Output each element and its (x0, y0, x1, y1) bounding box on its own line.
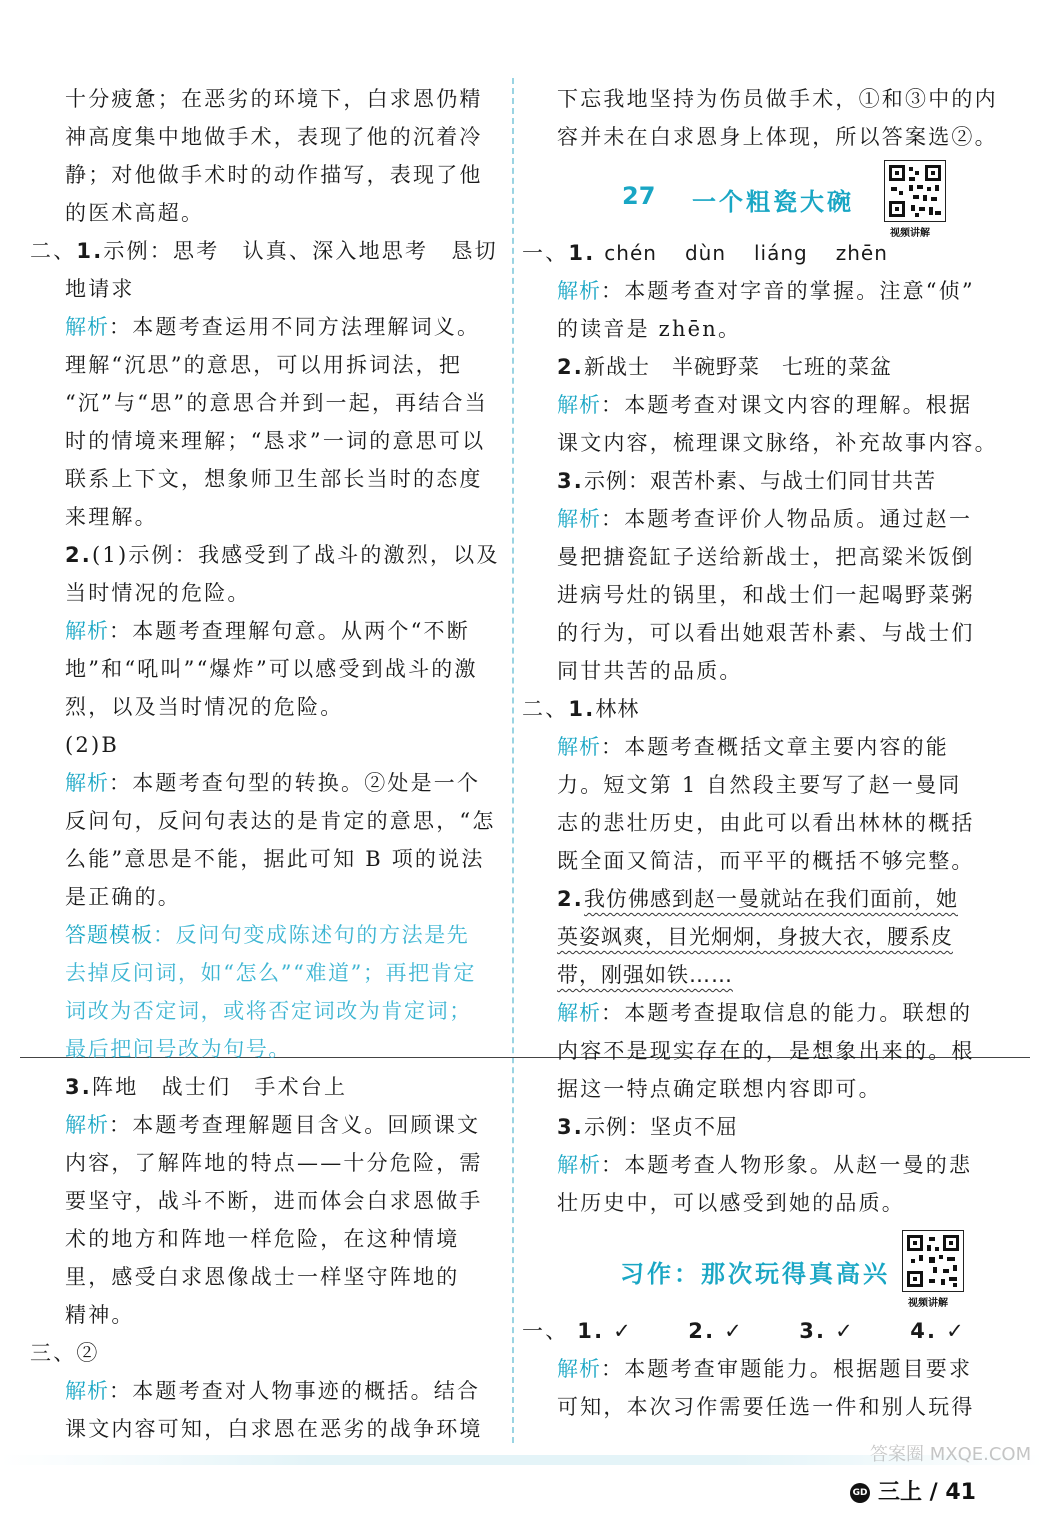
section-label: 一、 (522, 1319, 569, 1343)
text-line: 神高度集中地做手术，表现了他的沉着冷 (65, 125, 483, 149)
analysis-text: ：本题考查运用不同方法理解词义。 (109, 315, 481, 339)
answer-text: 带，刚强如铁…… (557, 963, 733, 987)
analysis-line (522, 1146, 992, 1184)
question-number: 3. (65, 1075, 92, 1099)
left-column (30, 80, 500, 1448)
question-number: 1. (568, 697, 596, 721)
analysis-tag: 解析 (65, 771, 109, 795)
analysis-line (30, 308, 500, 346)
question-number: 2. (557, 355, 584, 379)
analysis-tag: 解析 (557, 279, 601, 303)
column-divider (512, 78, 514, 1443)
question-number: 3. (799, 1319, 827, 1343)
analysis-line: “沉”与“思”的意思合并到一起，再结合当 (65, 391, 488, 415)
answer-text: 英姿飒爽，目光炯炯，身披大衣，腰系皮 (557, 925, 953, 949)
edition-badge-icon: GD (850, 1483, 870, 1503)
template-tag: 答题模板 (65, 923, 153, 947)
analysis-line: 精神。 (65, 1303, 135, 1327)
analysis-tag: 解析 (65, 315, 109, 339)
text-line: 容并未在白求恩身上体现，所以答案选②。 (557, 125, 998, 149)
analysis-line: 么能”意思是不能，据此可知 B 项的说法 (65, 847, 485, 871)
checkmark-icon: ✓ (826, 1319, 902, 1343)
analysis-tag: 解析 (65, 619, 109, 643)
analysis-line: 的行为，可以看出她艰苦朴素、与战士们 (557, 621, 975, 645)
analysis-line: 反问句，反问句表达的是肯定的意思，“怎 (65, 809, 496, 833)
template-line (30, 916, 500, 954)
lesson-title: 一个粗瓷大碗 (692, 188, 854, 216)
analysis-line: 既全面又简洁，而平平的概括不够完整。 (557, 849, 975, 873)
text-line: 的医术高超。 (65, 201, 205, 225)
analysis-line: 要坚守，战斗不断，进而体会白求恩做手 (65, 1189, 483, 1213)
question-line (522, 348, 992, 386)
analysis-line: 的读音是 zhēn。 (557, 317, 742, 341)
analysis-tag: 解析 (65, 1113, 109, 1137)
analysis-line: 时的情境来理解；“恳求”一词的意思可以 (65, 429, 486, 453)
writing-header (522, 1222, 992, 1312)
analysis-tag: 解析 (65, 1379, 109, 1403)
answer-line: 地请求 (65, 277, 135, 301)
question-number: 1. (76, 239, 104, 263)
answer-text: 我仿佛感到赵一曼就站在我们面前，她 (584, 887, 958, 911)
question-line (522, 690, 992, 728)
analysis-line (522, 386, 992, 424)
question-line (30, 232, 500, 270)
analysis-tag: 解析 (557, 735, 601, 759)
answer-text: 阵地 战士们 手术台上 (92, 1075, 348, 1099)
pinyin-answer: chén (604, 241, 657, 265)
analysis-text: ：本题考查对课文内容的理解。根据 (601, 393, 973, 417)
lesson-number: 27 (622, 182, 656, 210)
analysis-line (522, 1350, 992, 1388)
template-line: 词改为否定词，或将否定词改为肯定词； (65, 999, 472, 1023)
template-line: 去掉反问词，如“怎么”“难道”；再把肯定 (65, 961, 476, 985)
analysis-tag: 解析 (557, 507, 601, 531)
analysis-line (30, 612, 500, 650)
question-number: 2. (688, 1319, 716, 1343)
analysis-line: 进病号灶的锅里，和战士们一起喝野菜粥 (557, 583, 975, 607)
question-number: 2. (557, 887, 584, 911)
analysis-text: ：本题考查评价人物品质。通过赵一 (601, 507, 973, 531)
analysis-line (522, 272, 992, 310)
answer-line (522, 918, 992, 956)
section-label: 一、 (522, 241, 569, 265)
pinyin-answer: zhēn (835, 241, 888, 265)
qr-caption: 视频讲解 (890, 228, 930, 239)
analysis-text: ：本题考查对字音的掌握。注意“侦” (601, 279, 975, 303)
analysis-text: ：本题考查对人物事迹的概括。结合 (109, 1379, 481, 1403)
pinyin-answer: liáng (754, 241, 808, 265)
answer-text: 林林 (595, 697, 640, 721)
text-line: 十分疲惫；在恶劣的环境下，白求恩仍精 (65, 87, 483, 111)
analysis-line: 课文内容可知，白求恩在恶劣的战争环境 (65, 1417, 483, 1441)
qr-code-icon[interactable] (902, 1230, 964, 1292)
analysis-line: 联系上下文，想象师卫生部长当时的态度 (65, 467, 483, 491)
question-number: 4. (910, 1319, 938, 1343)
qr-caption: 视频讲解 (908, 1298, 948, 1309)
question-line (30, 536, 500, 574)
question-line (522, 462, 992, 500)
question-number: 3. (557, 469, 584, 493)
pinyin-answer: dùn (684, 241, 726, 265)
analysis-line: 里，感受白求恩像战士一样坚守阵地的 (65, 1265, 460, 1289)
section-label: 三、② (30, 1341, 100, 1365)
answer-text: (1)示例：我感受到了战斗的激烈，以及 (92, 543, 500, 567)
answer-text: 示例：艰苦朴素、与战士们同甘共苦 (584, 469, 936, 493)
question-number: 1. (577, 1319, 605, 1343)
analysis-line: 烈，以及当时情况的危险。 (65, 695, 344, 719)
answer-text: 新战士 半碗野菜 七班的菜盆 (584, 355, 892, 379)
question-line (522, 1312, 992, 1350)
analysis-tag: 解析 (557, 393, 601, 417)
question-number: 2. (65, 543, 92, 567)
analysis-text: ：本题考查句型的转换。②处是一个 (109, 771, 481, 795)
answer-text: 示例：思考 认真、深入地思考 恳切 (103, 239, 498, 263)
question-line (522, 880, 992, 918)
answer-line: (2)B (65, 733, 119, 757)
analysis-line: 内容不是现实存在的，是想象出来的。根 (557, 1039, 975, 1063)
grade-label: 三上 (878, 1480, 923, 1505)
analysis-text: ：本题考查概括文章主要内容的能 (601, 735, 949, 759)
checkmark-icon: ✓ (715, 1319, 791, 1343)
analysis-text: ：本题考查审题能力。根据题目要求 (601, 1357, 973, 1381)
answer-line: 当时情况的危险。 (65, 581, 251, 605)
analysis-line (30, 764, 500, 802)
analysis-line: 曼把搪瓷缸子送给新战士，把高粱米饭倒 (557, 545, 975, 569)
template-line: 最后把问号改为句号。 (65, 1037, 291, 1061)
analysis-text: ：本题考查提取信息的能力。联想的 (601, 1001, 973, 1025)
page-value: 41 (945, 1480, 976, 1505)
analysis-tag: 解析 (557, 1357, 601, 1381)
section-label: 二、 (30, 239, 77, 263)
analysis-line (30, 1106, 500, 1144)
question-number: 1. (568, 241, 596, 265)
checkmark-icon: ✓ (937, 1319, 966, 1343)
analysis-line: 力。短文第 1 自然段主要写了赵一曼同 (557, 773, 962, 797)
analysis-line: 可知，本次习作需要任选一件和别人玩得 (557, 1395, 975, 1419)
answer-text: 示例：坚贞不屈 (584, 1115, 738, 1139)
template-text: ：反问句变成陈述句的方法是先 (153, 923, 470, 947)
analysis-line: 来理解。 (65, 505, 158, 529)
answer-line (522, 956, 992, 994)
text-line: 静；对他做手术时的动作描写，表现了他 (65, 163, 483, 187)
analysis-line: 术的地方和阵地一样危险，在这种情境 (65, 1227, 460, 1251)
analysis-line (522, 994, 992, 1032)
question-number: 3. (557, 1115, 584, 1139)
analysis-tag: 解析 (557, 1001, 601, 1025)
analysis-line: 据这一特点确定联想内容即可。 (557, 1077, 882, 1101)
section-label: 二、 (522, 697, 569, 721)
watermark: 答案圈 MXQE.COM (870, 1444, 1032, 1465)
analysis-line (522, 500, 992, 538)
text-line: 下忘我地坚持为伤员做手术，①和③中的内 (557, 87, 998, 111)
analysis-line: 课文内容，梳理课文脉络，补充故事内容。 (557, 431, 998, 455)
analysis-text: ：本题考查理解句意。从两个“不断 (109, 619, 470, 643)
analysis-line: 理解“沉思”的意思，可以用拆词法，把 (65, 353, 463, 377)
qr-code-icon[interactable] (884, 160, 946, 222)
analysis-line: 同甘共苦的品质。 (557, 659, 743, 683)
question-line (522, 234, 992, 272)
right-column (522, 80, 998, 1426)
analysis-tag: 解析 (557, 1153, 601, 1177)
question-line (30, 1068, 500, 1106)
analysis-line: 地”和“吼叫”“爆炸”可以感受到战斗的激 (65, 657, 478, 681)
analysis-line: 内容，了解阵地的特点——十分危险，需 (65, 1151, 483, 1175)
question-line (522, 1108, 992, 1146)
analysis-line: 志的悲壮历史，由此可以看出林林的概括 (557, 811, 975, 835)
page-number: GD 三上 / 41 (850, 1475, 976, 1506)
writing-title: 习作：那次玩得真高兴 (620, 1260, 890, 1288)
analysis-text: ：本题考查理解题目含义。回顾课文 (109, 1113, 481, 1137)
analysis-line (30, 1372, 500, 1410)
analysis-line (522, 728, 992, 766)
checkmark-icon: ✓ (604, 1319, 680, 1343)
analysis-line: 壮历史中，可以感受到她的品质。 (557, 1191, 905, 1215)
analysis-line: 是正确的。 (65, 885, 181, 909)
lesson-header (522, 156, 992, 239)
analysis-text: ：本题考查人物形象。从赵一曼的悲 (601, 1153, 973, 1177)
